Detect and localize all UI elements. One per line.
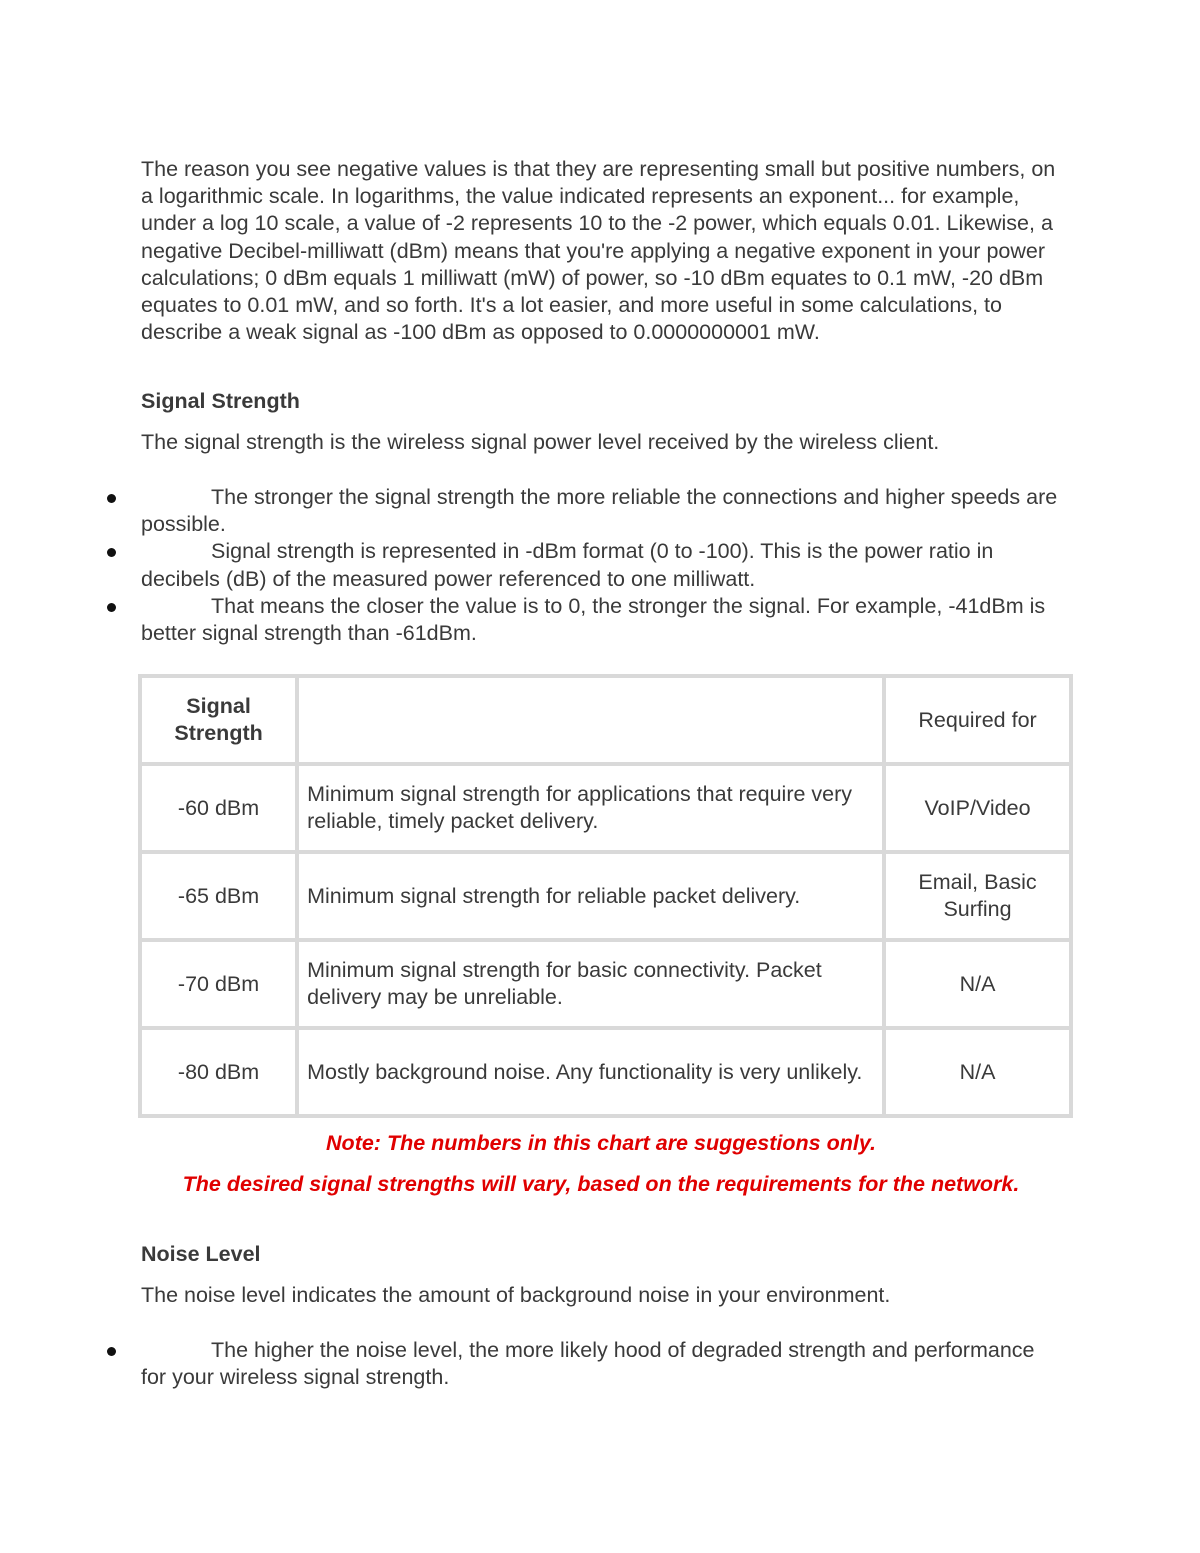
noise-level-heading: Noise Level xyxy=(141,1242,261,1266)
bullet-text: That means the closer the value is to 0, the stronger the signal. For example, -41dBm is better signal strength than -61dBm. xyxy=(141,593,1046,646)
note-line-1: Note: The numbers in this chart are suggestions only. xyxy=(326,1131,876,1155)
signal-strength-heading: Signal Strength xyxy=(141,389,300,413)
intro-paragraph: The reason you see negative values is that they are representing small but positive numbers, on a logarithmic scale. In logarithms, the value indicated represents an exponent... for example, under a log 10 scale, a value of -2 represents 10 to the -2 power, which equals 0.01. Likewise, a negative Decibel-milliwatt (dBm) means that you're applying a negative exponent in your power calculations; 0 dBm equals 1 milliwatt (mW) of power, so -10 dBm equates to 0.1 mW, -20 dBm equates to 0.01 mW, and so forth. It's a lot easier, and more useful in some calculations, to describe a weak signal as -100 dBm as opposed to 0.0000000001 mW. xyxy=(141,157,1056,345)
table-row xyxy=(140,940,1071,1028)
header-description xyxy=(297,676,884,764)
list-item xyxy=(0,538,1061,592)
required-cell: VoIP/Video xyxy=(884,764,1071,852)
bullet-icon xyxy=(107,1347,116,1356)
note-line-2: The desired signal strengths will vary, based on the requirements for the network. xyxy=(182,1172,1020,1196)
description-cell: Minimum signal strength for basic connectivity. Packet delivery may be unreliable. xyxy=(297,940,884,1028)
table-row xyxy=(140,1028,1071,1116)
bullet-text: The stronger the signal strength the more reliable the connections and higher speeds are possible. xyxy=(141,485,1058,537)
required-cell: N/A xyxy=(884,940,1071,1028)
noise-level-bullets xyxy=(0,1337,1100,1391)
description-cell: Mostly background noise. Any functionality is very unlikely. xyxy=(297,1028,884,1116)
strength-cell: -65 dBm xyxy=(140,852,297,940)
table-row xyxy=(140,852,1071,940)
bullet-text: Signal strength is represented in -dBm format (0 to -100). This is the power ratio in decibels (dB) of the measured power referenced to one milliwatt. xyxy=(141,539,994,591)
header-required-for: Required for xyxy=(884,676,1071,764)
description-cell: Minimum signal strength for reliable packet delivery. xyxy=(297,852,884,940)
bullet-text: The higher the noise level, the more likely hood of degraded strength and performance for your wireless signal strength. xyxy=(141,1338,1035,1390)
signal-strength-bullets xyxy=(0,484,1100,647)
header-signal-strength: Signal Strength xyxy=(140,676,297,764)
table-row xyxy=(140,764,1071,852)
required-cell: Email, Basic Surfing xyxy=(884,852,1071,940)
bullet-icon xyxy=(107,548,116,557)
strength-cell: -80 dBm xyxy=(140,1028,297,1116)
signal-strength-table xyxy=(138,674,1073,1118)
bullet-icon xyxy=(107,494,116,503)
noise-level-description: The noise level indicates the amount of background noise in your environment. xyxy=(141,1283,891,1307)
table-header-row xyxy=(140,676,1071,764)
list-item xyxy=(0,1337,1061,1391)
list-item xyxy=(0,593,1061,647)
signal-strength-description: The signal strength is the wireless signal power level received by the wireless client. xyxy=(141,430,940,454)
list-item xyxy=(0,484,1061,538)
required-cell: N/A xyxy=(884,1028,1071,1116)
description-cell: Minimum signal strength for applications that require very reliable, timely packet delivery. xyxy=(297,764,884,852)
bullet-icon xyxy=(107,603,116,612)
strength-cell: -60 dBm xyxy=(140,764,297,852)
strength-cell: -70 dBm xyxy=(140,940,297,1028)
